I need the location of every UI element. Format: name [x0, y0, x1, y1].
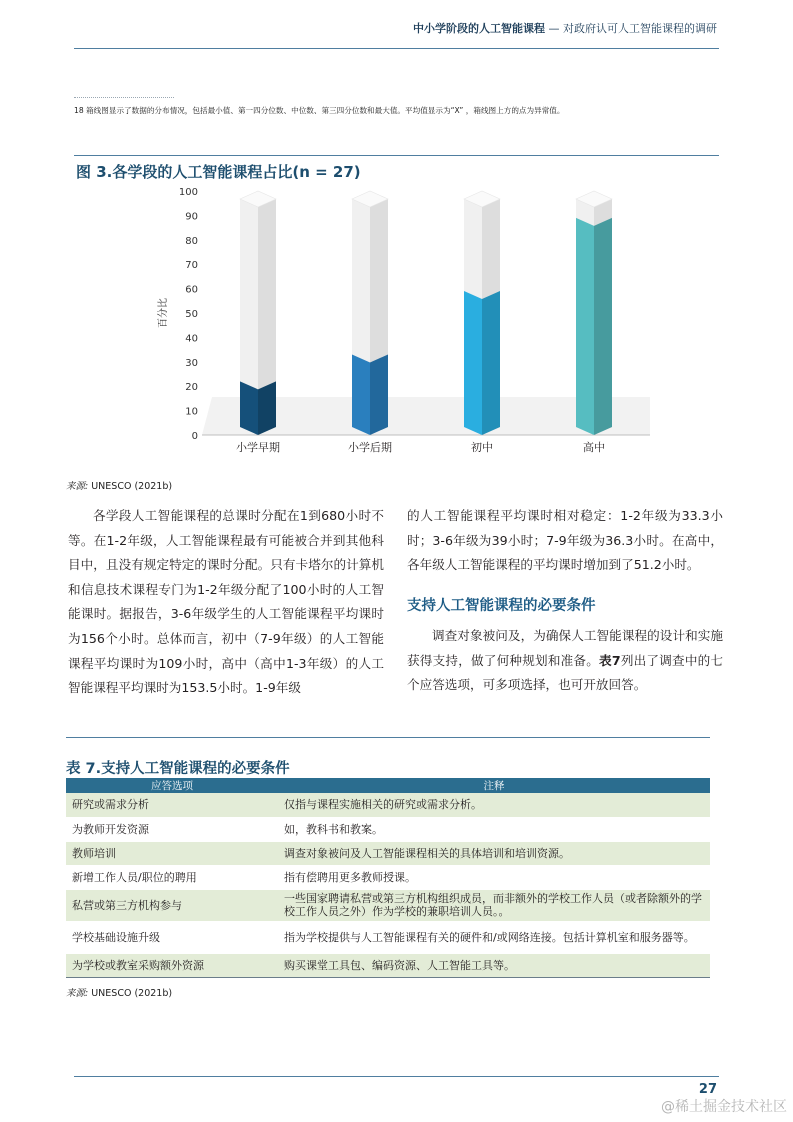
- section-paragraph-a: 调查对象被问及，为确保人工智能课程的设计和实施获得支持，做了何种规划和准备。: [407, 628, 723, 668]
- y-tick-label: 20: [185, 382, 198, 394]
- running-header-title: 中小学阶段的人工智能课程: [413, 22, 545, 35]
- table-cell-option: 私营或第三方机构参与: [66, 889, 278, 921]
- bar-value-right: [594, 218, 612, 435]
- bar-value-left: [240, 381, 258, 435]
- footnote-separator: [74, 97, 174, 98]
- bar-value-right: [258, 381, 276, 435]
- table-cell-option: 教师培训: [66, 841, 278, 865]
- running-header: [413, 20, 717, 36]
- footer-rule: [74, 1076, 719, 1077]
- y-tick-label: 80: [185, 235, 198, 247]
- header-rule: [74, 48, 719, 49]
- footnote-number: 18: [74, 106, 84, 115]
- table-cell-option: 为教师开发资源: [66, 817, 278, 841]
- body-left-column: [68, 504, 384, 701]
- table-reference: 表7: [599, 652, 621, 668]
- table-cell-note: 指有偿聘用更多教师授课。: [278, 865, 710, 889]
- table-row: [66, 953, 710, 977]
- bar-value-left: [464, 291, 482, 435]
- footnote: [74, 105, 564, 116]
- watermark: @稀土掘金技术社区: [661, 1099, 787, 1115]
- table-top-rule: [66, 737, 710, 738]
- body-right-paragraph: 的人工智能课程平均课时相对稳定：1-2年级为33.3小时；3-6年级为39小时；7-9年级为36.3小时。在高中，各年级人工智能课程的平均课时增加到了51.2小时。: [407, 508, 723, 573]
- section-paragraph-b: 列出了调查中的七个应答选项，可多项选择，也可开放回答。: [407, 652, 724, 693]
- section-paragraph: [407, 624, 723, 698]
- y-tick-label: 70: [185, 260, 198, 272]
- x-tick-label: 小学后期: [348, 441, 392, 454]
- bar-value-right: [370, 354, 388, 435]
- table-row: [66, 865, 710, 889]
- table-header-option: 应答选项: [66, 778, 278, 793]
- y-tick-label: 60: [185, 284, 198, 296]
- table-row: [66, 921, 710, 953]
- table-row: [66, 841, 710, 865]
- x-tick-label: 高中: [583, 441, 605, 454]
- figure-title: 图 3.各学段的人工智能课程占比(n = 27): [76, 163, 361, 181]
- table-cell-option: 为学校或教室采购额外资源: [66, 953, 278, 977]
- bar-chart: [150, 180, 660, 465]
- section-heading: 支持人工智能课程的必要条件: [407, 598, 596, 614]
- table-cell-option: 学校基础设施升级: [66, 921, 278, 953]
- figure-source-text: UNESCO (2021b): [88, 481, 173, 492]
- table-cell-option: 研究或需求分析: [66, 793, 278, 817]
- table-row: [66, 793, 710, 817]
- y-tick-label: 30: [185, 357, 198, 369]
- y-axis-label: 百分比: [158, 298, 169, 328]
- bar-value-right: [482, 291, 500, 435]
- table-cell-note: 调查对象被问及人工智能课程相关的具体培训和培训资源。: [278, 841, 710, 865]
- footnote-text: 箱线图显示了数据的分布情况，包括最小值、第一四分位数、中位数、第三四分位数和最大值。平均值显示为“X” ，箱线图上方的点为异常值。: [86, 106, 565, 115]
- y-tick-label: 10: [185, 406, 198, 418]
- table-source-text: UNESCO (2021b): [88, 988, 173, 999]
- x-tick-label: 初中: [471, 441, 493, 454]
- running-header-subtitle: 对政府认可人工智能课程的调研: [563, 22, 717, 35]
- x-tick-label: 小学早期: [236, 441, 280, 454]
- bar-value-left: [352, 354, 370, 435]
- table-cell-note: 指为学校提供与人工智能课程有关的硬件和/或网络连接。包括计算机室和服务器等。: [278, 921, 710, 953]
- table-cell-note: 购买课堂工具包、编码资源、人工智能工具等。: [278, 953, 710, 977]
- table-source: [66, 985, 172, 999]
- table-cell-note: 如，教科书和教案。: [278, 817, 710, 841]
- body-left-paragraph: 各学段人工智能课程的总课时分配在1到680小时不等。在1-2年级，人工智能课程最有可能被合并到其他科目中，且没有规定特定的课时分配。只有卡塔尔的计算机和信息技术课程专门为1-2年级分配了100小时的人工智能课时。据报告，3-6年级学生的人工智能课程平均课时为156个小时。总体而言，初中（7-9年级）的人工智能课程平均课时为109小时，高中（高中1-3年级）的人工智能课程平均课时为153.5小时。1-9年级: [68, 508, 384, 696]
- table-cell-option: 新增工作人员/职位的聘用: [66, 865, 278, 889]
- table-header-note: 注释: [278, 778, 710, 793]
- table-cell-note: 一些国家聘请私营或第三方机构组织成员，而非额外的学校工作人员（或者除额外的学校工作人员之外）作为学校的兼职培训人员。。: [278, 889, 710, 921]
- page-number: 27: [698, 1082, 717, 1097]
- y-tick-label: 50: [185, 309, 198, 320]
- y-tick-label: 100: [178, 187, 198, 198]
- y-tick-label: 90: [185, 211, 198, 223]
- figure-source-label: 来源:: [66, 481, 89, 492]
- table-row: [66, 817, 710, 841]
- conditions-table: [66, 778, 710, 978]
- y-tick-label: 40: [185, 333, 198, 345]
- figure-top-rule: [74, 155, 719, 156]
- running-header-separator: —: [545, 22, 563, 35]
- table-cell-note: 仅指与课程实施相关的研究或需求分析。: [278, 793, 710, 817]
- table-row: [66, 889, 710, 921]
- body-right-column: [407, 504, 723, 578]
- table-header-row: [66, 778, 710, 793]
- table-source-label: 来源:: [66, 988, 89, 999]
- figure-source: [66, 478, 172, 492]
- y-tick-label: 0: [191, 431, 198, 442]
- table-title: 表 7.支持人工智能课程的必要条件: [66, 761, 290, 777]
- bar-value-left: [576, 218, 594, 435]
